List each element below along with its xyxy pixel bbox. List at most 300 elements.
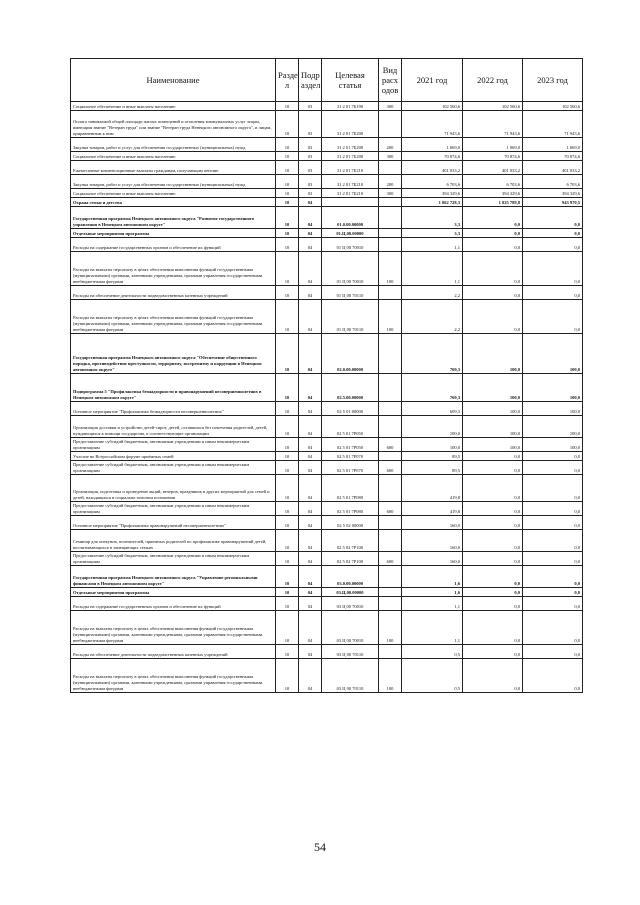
cell-name: Социальное обеспечение и иные выплаты населению: [71, 102, 276, 111]
cell-name: Участие во Всероссийском форуме приёмных семей: [71, 452, 276, 461]
cell-exp-type: 100: [379, 300, 402, 334]
cell-target: 03 Ц 00 70110: [322, 645, 379, 659]
cell-target: 02.0.00.00000: [322, 334, 379, 374]
cell-section: 10: [276, 597, 299, 611]
cell-name: Основное мероприятие "Профилактика правонарушений несовершеннолетних": [71, 516, 276, 530]
table-row: [71, 475, 583, 502]
cell-subsection: 04: [299, 502, 322, 516]
cell-exp-type: 600: [379, 502, 402, 516]
page-number: 54: [314, 840, 326, 854]
cell-2022: 0,0: [463, 597, 523, 611]
cell-section: 10: [276, 300, 299, 334]
cell-target: 31 2 01 7Б200: [322, 111, 379, 138]
cell-2022: 401 033,2: [463, 161, 523, 175]
cell-subsection: 04: [299, 530, 322, 552]
cell-2021: 1 062 728,3: [402, 198, 463, 207]
cell-subsection: 03: [299, 111, 322, 138]
cell-name: Отдельные мероприятия программы: [71, 229, 276, 238]
cell-subsection: 04: [299, 300, 322, 334]
cell-2023: 71 943,6: [523, 111, 583, 138]
table-row: [71, 161, 583, 175]
table-row: [71, 102, 583, 111]
cell-name: Отдельные мероприятия программы: [71, 588, 276, 597]
cell-2021: 160,0: [402, 516, 463, 530]
table-row: [71, 402, 583, 416]
cell-2021: 0,5: [402, 659, 463, 693]
cell-2022: 0,0: [463, 300, 523, 334]
cell-2022: 70 874,6: [463, 152, 523, 161]
cell-subsection: 03: [299, 189, 322, 198]
cell-exp-type: [379, 588, 402, 597]
cell-exp-type: [379, 334, 402, 374]
cell-target: 31 2 01 7Б200: [322, 138, 379, 152]
cell-2021: 1,6: [402, 566, 463, 588]
cell-exp-type: 100: [379, 611, 402, 645]
cell-target: 02 5 02 7Р100: [322, 530, 379, 552]
cell-section: 10: [276, 659, 299, 693]
cell-target: [322, 198, 379, 207]
table-row: [71, 502, 583, 516]
header-target: Целевая статья: [322, 59, 379, 102]
cell-name: Государственная программа Ненецкого автономного округа "Управление региональными финансами в Ненецком автономном округе": [71, 566, 276, 588]
cell-target: 01 Ц 00 70010: [322, 252, 379, 286]
table-row: [71, 138, 583, 152]
cell-2022: 100,0: [463, 416, 523, 438]
cell-2022: 0,0: [463, 566, 523, 588]
cell-2022: 1 025 789,8: [463, 198, 523, 207]
cell-2022: 0,0: [463, 229, 523, 238]
cell-name: Семинар для опекунов, попечителей, приемных родителей по профилактике правонарушений детей, воспитывающихся в замещающих семьях: [71, 530, 276, 552]
cell-2021: 100,0: [402, 438, 463, 452]
cell-exp-type: 300: [379, 152, 402, 161]
table-row: [71, 530, 583, 552]
cell-subsection: 04: [299, 374, 322, 402]
cell-target: 02 5 01 7Р080: [322, 502, 379, 516]
cell-name: Предоставление субсидий бюджетным, автономным учреждениям и иным некоммерческим организациям: [71, 552, 276, 566]
budget-table: [70, 58, 583, 693]
cell-section: 10: [276, 189, 299, 198]
cell-2022: 100,0: [463, 374, 523, 402]
cell-2023: 1 069,0: [523, 138, 583, 152]
cell-target: 01 Ц 00 70010: [322, 238, 379, 252]
cell-section: 10: [276, 516, 299, 530]
cell-2021: 419,8: [402, 502, 463, 516]
cell-2023: 0,0: [523, 252, 583, 286]
cell-subsection: 04: [299, 611, 322, 645]
cell-2022: 0,0: [463, 286, 523, 300]
cell-2022: 100,0: [463, 438, 523, 452]
cell-2023: 100,0: [523, 374, 583, 402]
table-row: [71, 597, 583, 611]
cell-2021: 1,1: [402, 597, 463, 611]
cell-exp-type: 200: [379, 138, 402, 152]
cell-subsection: 04: [299, 438, 322, 452]
table-row: [71, 207, 583, 229]
cell-exp-type: [379, 238, 402, 252]
cell-exp-type: 300: [379, 102, 402, 111]
cell-2022: 0,0: [463, 452, 523, 461]
cell-2021: 394 329,6: [402, 189, 463, 198]
cell-2022: 0,0: [463, 611, 523, 645]
cell-2022: 0,0: [463, 552, 523, 566]
cell-target: 31 2 01 7Б210: [322, 175, 379, 189]
cell-exp-type: [379, 198, 402, 207]
table-row: [71, 229, 583, 238]
cell-name: Государственная программа Ненецкого автономного округа "Обеспечение общественного порядка, противодействие преступности, терроризму, экстремизму и коррупции в Ненецком автономном округе": [71, 334, 276, 374]
cell-exp-type: 300: [379, 189, 402, 198]
cell-name: Предоставление субсидий бюджетным, автономным учреждениям и иным некоммерческим организациям: [71, 461, 276, 475]
table-row: [71, 300, 583, 334]
cell-2021: 0,5: [402, 645, 463, 659]
cell-exp-type: 100: [379, 659, 402, 693]
cell-target: 01.Ц.00.00000: [322, 229, 379, 238]
cell-exp-type: [379, 161, 402, 175]
cell-2021: 401 033,2: [402, 161, 463, 175]
cell-target: 02 5 01 7Р050: [322, 416, 379, 438]
cell-2022: 0,0: [463, 461, 523, 475]
cell-2021: 769,3: [402, 374, 463, 402]
table-header-row: [71, 59, 583, 102]
cell-target: 01.0.00.00000: [322, 207, 379, 229]
cell-section: 10: [276, 286, 299, 300]
table-row: [71, 461, 583, 475]
cell-section: 10: [276, 161, 299, 175]
cell-2023: 100,0: [523, 438, 583, 452]
cell-name: Охрана семьи и детства: [71, 198, 276, 207]
cell-target: 02 5 01 7Р080: [322, 475, 379, 502]
cell-name: Социальное обеспечение и иные выплаты населению: [71, 152, 276, 161]
cell-section: 10: [276, 461, 299, 475]
cell-2023: 0,0: [523, 452, 583, 461]
cell-exp-type: 600: [379, 461, 402, 475]
table-row: [71, 189, 583, 198]
cell-section: 10: [276, 175, 299, 189]
cell-2023: 100,0: [523, 402, 583, 416]
table-row: [71, 152, 583, 161]
cell-name: Предоставление субсидий бюджетным, автономным учреждениям и иным некоммерческим организациям: [71, 438, 276, 452]
cell-section: 10: [276, 252, 299, 286]
cell-section: 10: [276, 374, 299, 402]
cell-name: Организация доставки и устройство детей-сирот, детей, оставшихся без попечения родителей, детей, нуждающихся в помощи государства, в соответствующие организации: [71, 416, 276, 438]
cell-2023: 0,0: [523, 461, 583, 475]
cell-2023: 0,0: [523, 552, 583, 566]
cell-exp-type: [379, 530, 402, 552]
cell-exp-type: [379, 416, 402, 438]
cell-2023: 0,0: [523, 300, 583, 334]
cell-exp-type: [379, 645, 402, 659]
cell-2021: 419,8: [402, 475, 463, 502]
cell-2023: 0,0: [523, 286, 583, 300]
cell-section: 10: [276, 645, 299, 659]
cell-2023: 401 033,2: [523, 161, 583, 175]
cell-name: Государственная программа Ненецкого автономного округа "Развитие государственного управления в Ненецком автономном округе": [71, 207, 276, 229]
cell-2021: 2,2: [402, 286, 463, 300]
cell-2023: 0,0: [523, 645, 583, 659]
cell-subsection: 04: [299, 286, 322, 300]
cell-2021: 609,3: [402, 402, 463, 416]
cell-subsection: 04: [299, 597, 322, 611]
cell-section: 10: [276, 402, 299, 416]
cell-exp-type: 200: [379, 175, 402, 189]
cell-2022: 0,0: [463, 645, 523, 659]
cell-2023: 0,0: [523, 530, 583, 552]
cell-name: Ежемесячные компенсационные выплаты гражданам, получающим пенсию: [71, 161, 276, 175]
cell-target: 03 Ц 00 70010: [322, 611, 379, 645]
cell-2023: 0,0: [523, 659, 583, 693]
header-2021: 2021 год: [402, 59, 463, 102]
cell-section: 10: [276, 416, 299, 438]
cell-section: 10: [276, 111, 299, 138]
cell-2022: 0,0: [463, 475, 523, 502]
cell-2023: 102 560,6: [523, 102, 583, 111]
cell-target: 02 5 01 7Р070: [322, 452, 379, 461]
table-row: [71, 611, 583, 645]
cell-2023: 0,0: [523, 611, 583, 645]
cell-2022: 0,0: [463, 588, 523, 597]
cell-name: Расходы на обеспечение деятельности подведомственных казенных учреждений: [71, 286, 276, 300]
cell-exp-type: [379, 452, 402, 461]
cell-name: Основное мероприятие "Профилактика безнадзорности несовершеннолетних": [71, 402, 276, 416]
table-row: [71, 452, 583, 461]
cell-subsection: 03: [299, 152, 322, 161]
table-row: [71, 286, 583, 300]
cell-section: 10: [276, 452, 299, 461]
cell-subsection: 03: [299, 175, 322, 189]
cell-2023: 0,0: [523, 229, 583, 238]
cell-section: 10: [276, 152, 299, 161]
cell-2023: 394 329,6: [523, 189, 583, 198]
header-2022: 2022 год: [463, 59, 523, 102]
cell-section: 10: [276, 552, 299, 566]
cell-exp-type: 600: [379, 438, 402, 452]
cell-target: 03.Ц.00.00000: [322, 588, 379, 597]
cell-exp-type: [379, 566, 402, 588]
cell-target: 31 2 01 7Б200: [322, 152, 379, 161]
cell-target: 31 2 01 7Б190: [322, 102, 379, 111]
cell-subsection: 04: [299, 566, 322, 588]
cell-name: Расходы на выплаты персоналу в целях обеспечения выполнения функций государственными (муниципальными) органами, казенными учреждениями, органами управления государственными внебюджетными фондами: [71, 659, 276, 693]
cell-subsection: 04: [299, 207, 322, 229]
cell-section: 10: [276, 611, 299, 645]
cell-2021: 102 560,6: [402, 102, 463, 111]
cell-section: 10: [276, 229, 299, 238]
table-row: [71, 175, 583, 189]
cell-section: 10: [276, 334, 299, 374]
cell-2022: 0,0: [463, 530, 523, 552]
cell-subsection: 04: [299, 452, 322, 461]
table-row: [71, 552, 583, 566]
cell-2022: 0,0: [463, 207, 523, 229]
cell-exp-type: [379, 374, 402, 402]
cell-target: 01 Ц 00 70110: [322, 300, 379, 334]
cell-2023: 0,0: [523, 588, 583, 597]
cell-2021: 160,0: [402, 530, 463, 552]
cell-target: 03 Ц 00 70110: [322, 659, 379, 693]
table-row: [71, 198, 583, 207]
cell-2023: 70 874,6: [523, 152, 583, 161]
cell-target: 31 2 01 7Б210: [322, 161, 379, 175]
cell-section: 10: [276, 198, 299, 207]
cell-2022: 102 560,6: [463, 102, 523, 111]
cell-subsection: 04: [299, 516, 322, 530]
cell-name: Предоставление субсидий бюджетным, автономным учреждениям и иным некоммерческим организациям: [71, 502, 276, 516]
cell-exp-type: [379, 597, 402, 611]
cell-2021: 1,1: [402, 252, 463, 286]
cell-target: 02 5 02 7Р100: [322, 552, 379, 566]
cell-2021: 3,3: [402, 207, 463, 229]
cell-name: Расходы на выплаты персоналу в целях обеспечения выполнения функций государственными (муниципальными) органами, казенными учреждениями, органами управления государственными внебюджетными фондами: [71, 611, 276, 645]
cell-name: Расходы на выплаты персоналу в целях обеспечения выполнения функций государственными (муниципальными) органами, казенными учреждениями, органами управления государственными внебюджетными фондами: [71, 300, 276, 334]
table-body: [71, 102, 583, 693]
cell-target: 31 2 01 7Б210: [322, 189, 379, 198]
cell-subsection: 03: [299, 161, 322, 175]
header-subsection: Подр аздел: [299, 59, 322, 102]
table-row: [71, 252, 583, 286]
header-section: Разде л: [276, 59, 299, 102]
cell-exp-type: 600: [379, 552, 402, 566]
cell-section: 10: [276, 502, 299, 516]
table-row: [71, 516, 583, 530]
cell-name: Подпрограмма 5 "Профилактика безнадзорности и правонарушений несовершеннолетних в Ненецком автономном округе": [71, 374, 276, 402]
cell-subsection: 04: [299, 198, 322, 207]
cell-2022: 0,0: [463, 516, 523, 530]
cell-name: Закупка товаров, работ и услуг для обеспечения государственных (муниципальных) нужд: [71, 175, 276, 189]
cell-section: 10: [276, 207, 299, 229]
cell-section: 10: [276, 238, 299, 252]
cell-subsection: 04: [299, 588, 322, 597]
cell-2021: 100,0: [402, 416, 463, 438]
cell-2023: 943 970,5: [523, 198, 583, 207]
cell-subsection: 03: [299, 138, 322, 152]
cell-exp-type: [379, 286, 402, 300]
cell-2022: 71 943,6: [463, 111, 523, 138]
cell-2021: 769,3: [402, 334, 463, 374]
cell-section: 10: [276, 566, 299, 588]
header-2023: 2023 год: [523, 59, 583, 102]
header-name: Наименование: [71, 59, 276, 102]
cell-target: 02 5 02 00000: [322, 516, 379, 530]
table-row: [71, 645, 583, 659]
cell-2023: 100,0: [523, 416, 583, 438]
cell-name: Социальное обеспечение и иные выплаты населению: [71, 189, 276, 198]
cell-2021: 6 703,6: [402, 175, 463, 189]
cell-target: 03 Ц 00 70010: [322, 597, 379, 611]
cell-subsection: 03: [299, 102, 322, 111]
cell-2023: 0,0: [523, 207, 583, 229]
cell-name: Оплата занимаемой общей площади жилых помещений и отопления коммунальных услуг лицам, имеющим звание "Ветеран труда" или звание "Ветеран труда Ненецкого автономного округа", и лицам, приравненным к ним: [71, 111, 276, 138]
cell-2021: 1,1: [402, 611, 463, 645]
cell-subsection: 04: [299, 229, 322, 238]
cell-section: 10: [276, 438, 299, 452]
cell-section: 10: [276, 530, 299, 552]
cell-2021: 1 069,0: [402, 138, 463, 152]
cell-2023: 0,0: [523, 502, 583, 516]
cell-subsection: 04: [299, 475, 322, 502]
cell-exp-type: [379, 402, 402, 416]
cell-2021: 89,5: [402, 452, 463, 461]
cell-section: 10: [276, 588, 299, 597]
cell-2021: 70 874,6: [402, 152, 463, 161]
cell-2022: 0,0: [463, 252, 523, 286]
cell-2021: 3,3: [402, 229, 463, 238]
cell-target: 03.0.00.00000: [322, 566, 379, 588]
cell-2022: 394 329,6: [463, 189, 523, 198]
cell-target: 02 5 01 7Р050: [322, 438, 379, 452]
cell-target: 01 Ц 00 70110: [322, 286, 379, 300]
cell-2023: 0,0: [523, 475, 583, 502]
table-row: [71, 416, 583, 438]
cell-name: Расходы на содержание государственных органов и обеспечение их функций: [71, 238, 276, 252]
cell-subsection: 04: [299, 402, 322, 416]
cell-2023: 0,0: [523, 516, 583, 530]
cell-section: 10: [276, 138, 299, 152]
cell-2022: 0,0: [463, 238, 523, 252]
table-row: [71, 438, 583, 452]
table-row: [71, 111, 583, 138]
cell-2023: 0,0: [523, 597, 583, 611]
table-row: [71, 334, 583, 374]
table-row: [71, 238, 583, 252]
cell-subsection: 04: [299, 416, 322, 438]
cell-exp-type: 100: [379, 252, 402, 286]
cell-subsection: 04: [299, 334, 322, 374]
cell-subsection: 04: [299, 659, 322, 693]
cell-2023: 0,0: [523, 566, 583, 588]
cell-subsection: 04: [299, 461, 322, 475]
table-row: [71, 659, 583, 693]
cell-name: Закупка товаров, работ и услуг для обеспечения государственных (муниципальных) нужд: [71, 138, 276, 152]
cell-2023: 6 703,6: [523, 175, 583, 189]
cell-exp-type: [379, 207, 402, 229]
header-exp-type: Вид расх одов: [379, 59, 402, 102]
cell-2021: 71 943,6: [402, 111, 463, 138]
cell-exp-type: [379, 229, 402, 238]
cell-name: Организация, подготовка и проведение акций, вечеров, праздников и других мероприятий для семей и детей, находящихся в социально-опасном положении: [71, 475, 276, 502]
cell-name: Расходы на выплаты персоналу в целях обеспечения выполнения функций государственными (муниципальными) органами, казенными учреждениями, органами управления государственными внебюджетными фондами: [71, 252, 276, 286]
cell-2023: 0,0: [523, 238, 583, 252]
cell-2022: 6 703,6: [463, 175, 523, 189]
cell-subsection: 04: [299, 645, 322, 659]
cell-subsection: 04: [299, 552, 322, 566]
cell-section: 10: [276, 475, 299, 502]
cell-name: Расходы на обеспечение деятельности подведомственных казенных учреждений: [71, 645, 276, 659]
cell-exp-type: [379, 516, 402, 530]
cell-target: 02.5.00.00000: [322, 374, 379, 402]
cell-2021: 1,6: [402, 588, 463, 597]
cell-2022: 0,0: [463, 502, 523, 516]
table-row: [71, 566, 583, 588]
cell-2023: 100,0: [523, 334, 583, 374]
cell-2022: 100,0: [463, 402, 523, 416]
cell-2021: 89,5: [402, 461, 463, 475]
cell-2022: 1 069,0: [463, 138, 523, 152]
cell-2021: 1,1: [402, 238, 463, 252]
cell-2021: 160,0: [402, 552, 463, 566]
cell-exp-type: [379, 111, 402, 138]
cell-target: 02 5 01 7Р070: [322, 461, 379, 475]
cell-subsection: 04: [299, 238, 322, 252]
cell-target: 02 5 01 00000: [322, 402, 379, 416]
cell-2022: 100,0: [463, 334, 523, 374]
cell-subsection: 04: [299, 252, 322, 286]
cell-exp-type: [379, 475, 402, 502]
table-row: [71, 588, 583, 597]
cell-2021: 2,2: [402, 300, 463, 334]
cell-2022: 0,0: [463, 659, 523, 693]
table-row: [71, 374, 583, 402]
cell-section: 10: [276, 102, 299, 111]
cell-name: Расходы на содержание государственных органов и обеспечение их функций: [71, 597, 276, 611]
